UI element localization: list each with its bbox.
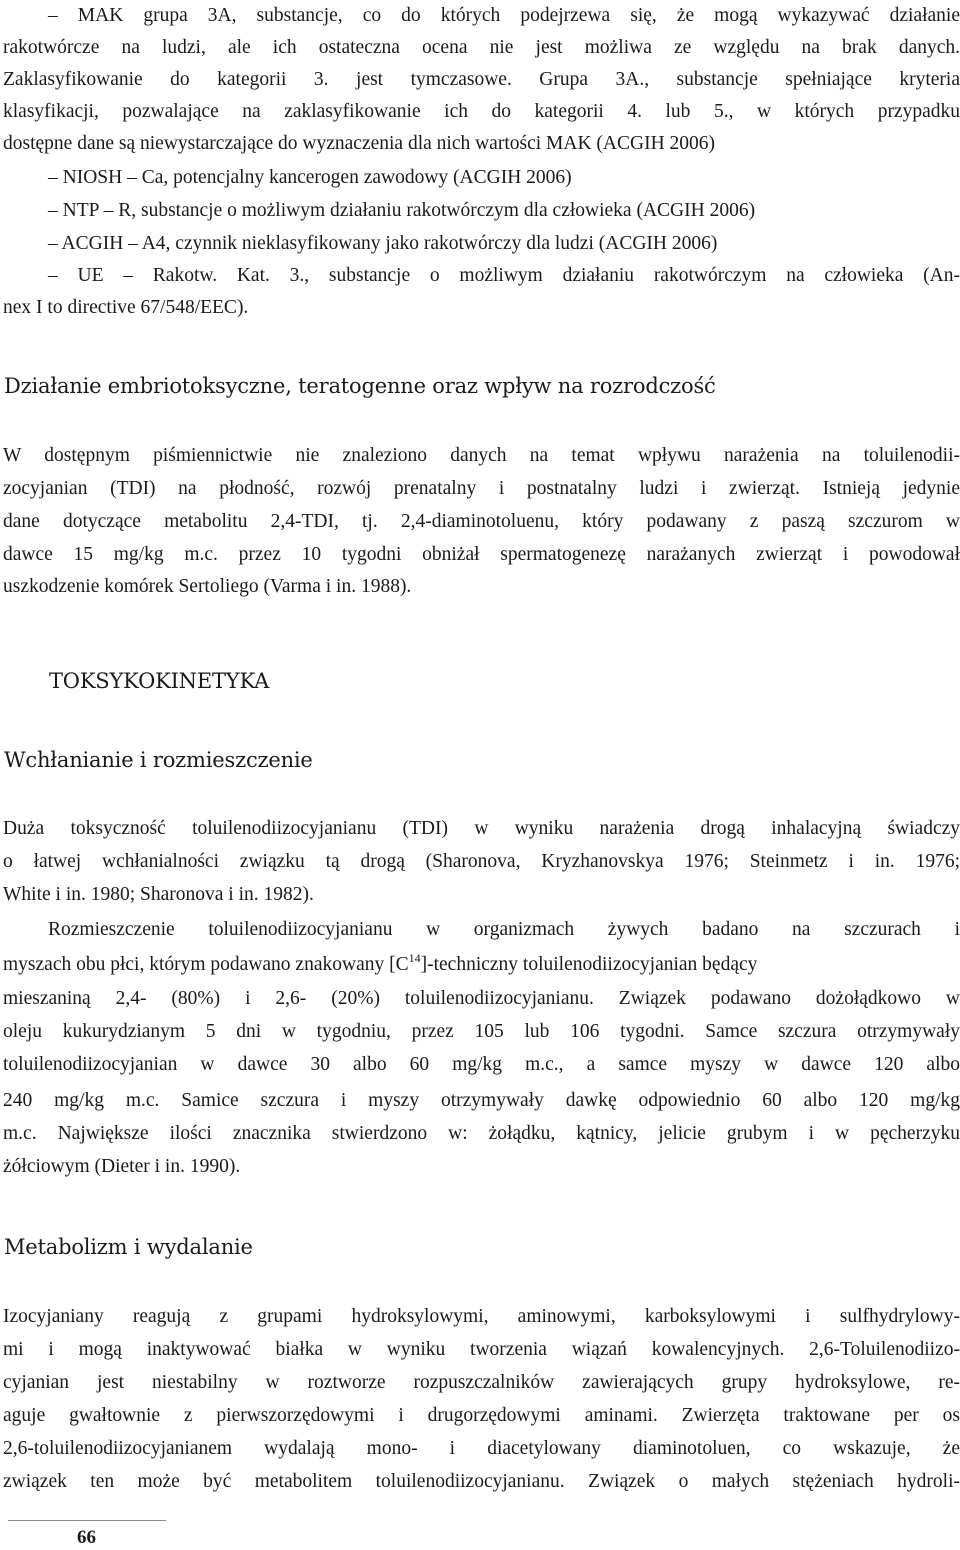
- section-heading: Działanie embriotoksyczne, teratogenne oraz wpływ na rozrodczość: [4, 374, 716, 398]
- isotope-superscript: 14: [408, 951, 421, 965]
- text-line: Zaklasyfikowanie do kategorii 3. jest tymczasowe. Grupa 3A., substancje spełniające kryteria: [3, 69, 960, 90]
- text-line: uszkodzenie komórek Sertoliego (Varma i in. 1988).: [3, 576, 412, 597]
- text-line: oleju kukurydzianym 5 dni w tygodniu, przez 105 lub 106 tygodni. Samce szczura otrzymywały: [3, 1021, 960, 1042]
- text-line: dane dotyczące metabolitu 2,4-TDI, tj. 2,4-diaminotoluenu, który podawany z paszą szczurom w: [3, 511, 960, 532]
- text-line: 240 mg/kg m.c. Samice szczura i myszy otrzymywały dawkę odpowiednio 60 albo 120 mg/kg: [3, 1090, 960, 1111]
- text-line: zocyjanian (TDI) na płodność, rozwój prenatalny i postnatalny ludzi i zwierząt. Istnieją jedynie: [3, 478, 960, 499]
- text-segment: myszach obu płci, którym podawano znakowany [C: [3, 954, 409, 975]
- text-line: toluilenodiizocyjanian w dawce 30 albo 60 mg/kg m.c., a samce myszy w dawce 120 albo: [3, 1054, 960, 1075]
- text-line: Rozmieszczenie toluilenodiizocyjanianu w organizmach żywych badano na szczurach i: [48, 919, 960, 940]
- text-line: nex I to directive 67/548/EEC).: [3, 297, 249, 318]
- text-line: związek ten może być metabolitem toluilenodiizocyjanianu. Związek o małych stężeniach hydroli-: [3, 1471, 960, 1492]
- text-line: cyjanian jest niestabilny w roztworze rozpuszczalników zawierających grupy hydroksylowe, re-: [3, 1372, 960, 1393]
- text-line-with-superscript: [3, 953, 960, 977]
- text-line: o łatwej wchłanialności związku tą drogą (Sharonova, Kryzhanovskya 1976; Steinmetz i in. 1976;: [3, 851, 960, 872]
- footer-divider: [8, 1520, 166, 1521]
- text-line: W dostępnym piśmiennictwie nie znaleziono danych na temat wpływu narażenia na toluilenodii-: [3, 445, 960, 466]
- text-line: dostępne dane są niewystarczające do wyznaczenia dla nich wartości MAK (ACGIH 2006): [3, 133, 716, 154]
- page-number: 66: [77, 1527, 96, 1548]
- text-line: żółciowym (Dieter i in. 1990).: [3, 1156, 241, 1177]
- chapter-heading: TOKSYKOKINETYKA: [49, 669, 270, 693]
- text-line: m.c. Największe ilości znacznika stwierdzono w: żołądku, kątnicy, jelicie grubym i w pęcherzyku: [3, 1123, 960, 1144]
- text-line: klasyfikacji, pozwalające na zaklasyfikowanie ich do kategorii 4. lub 5., w których przypadku: [3, 101, 960, 122]
- list-item: – NTP – R, substancje o możliwym działaniu rakotwórczym dla człowieka (ACGIH 2006): [48, 200, 756, 221]
- text-segment: ]-techniczny toluilenodiizocyjanian będący: [420, 954, 758, 975]
- list-item: – ACGIH – A4, czynnik nieklasyfikowany jako rakotwórczy dla ludzi (ACGIH 2006): [48, 233, 718, 254]
- text-line: mieszaniną 2,4- (80%) i 2,6- (20%) toluilenodiizocyjanianu. Związek podawano dożołądkowo w: [3, 988, 960, 1009]
- text-line: – MAK grupa 3A, substancje, co do których podejrzewa się, że mogą wykazywać działanie: [48, 5, 960, 26]
- subsection-heading: Wchłanianie i rozmieszczenie: [4, 748, 313, 772]
- list-item: – UE – Rakotw. Kat. 3., substancje o możliwym działaniu rakotwórczym na człowieka (An-: [48, 265, 960, 286]
- text-line: Izocyjaniany reagują z grupami hydroksylowymi, aminowymi, karboksylowymi i sulfhydrylowy-: [3, 1306, 960, 1327]
- subsection-heading: Metabolizm i wydalanie: [4, 1235, 253, 1259]
- text-line: rakotwórcze na ludzi, ale ich ostateczna ocena nie jest możliwa ze względu na brak danych.: [3, 37, 960, 58]
- text-line: 2,6-toluilenodiizocyjanianem wydalają mono- i diacetylowany diaminotoluen, co wskazuje, że: [3, 1438, 960, 1459]
- text-line: mi i mogą inaktywować białka w wyniku tworzenia wiązań kowalencyjnych. 2,6-Toluilenodiizo-: [3, 1339, 960, 1360]
- text-line: White i in. 1980; Sharonova i in. 1982).: [3, 884, 314, 905]
- text-line: dawce 15 mg/kg m.c. przez 10 tygodni obniżał spermatogenezę narażanych zwierząt i powodował: [3, 544, 960, 565]
- list-item: – NIOSH – Ca, potencjalny kancerogen zawodowy (ACGIH 2006): [48, 167, 572, 188]
- text-segment: [3, 953, 757, 977]
- text-line: aguje gwałtownie z pierwszorzędowymi i drugorzędowymi aminami. Zwierzęta traktowane per os: [3, 1405, 960, 1426]
- text-line: Duża toksyczność toluilenodiizocyjanianu (TDI) w wyniku narażenia drogą inhalacyjną świadczy: [3, 818, 960, 839]
